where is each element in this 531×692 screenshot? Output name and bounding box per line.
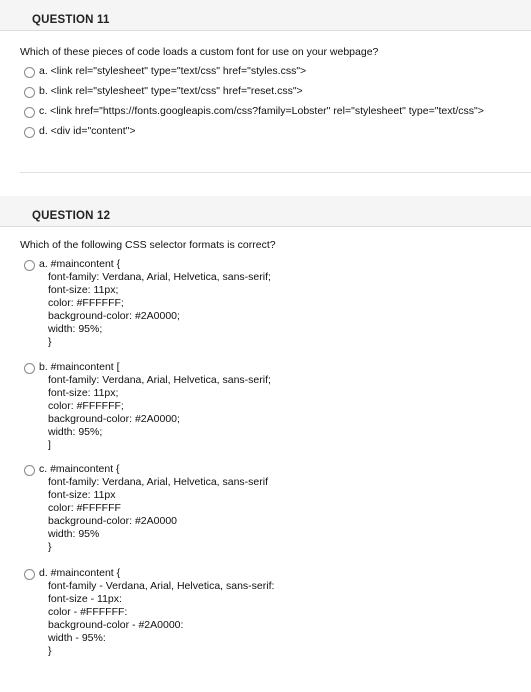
q12-option-a-label: a. #maincontent { xyxy=(39,258,121,270)
q12-option-d-line: width - 95%: xyxy=(48,632,106,644)
q12-option-b-line: color: #FFFFFF; xyxy=(48,400,124,412)
q12-option-a-line: } xyxy=(48,336,52,348)
q12-option-b-line: font-size: 11px; xyxy=(48,387,119,399)
q12-option-a-line: background-color: #2A0000; xyxy=(48,310,180,322)
question-12-title: QUESTION 12 xyxy=(32,210,111,222)
q11-option-b-label: b. <link rel="stylesheet" type="text/css" href="reset.css"> xyxy=(39,85,303,97)
q12-option-c-line: color: #FFFFFF xyxy=(48,502,121,514)
q12-option-d-line: } xyxy=(48,645,52,657)
q12-option-d-line: background-color - #2A0000: xyxy=(48,619,184,631)
question-11-divider xyxy=(20,172,531,173)
q12-option-a-line: font-family: Verdana, Arial, Helvetica, sans-serif; xyxy=(48,271,271,283)
q12-option-d-line: font-size - 11px: xyxy=(48,593,122,605)
q11-option-a-label: a. <link rel="stylesheet" type="text/css" href="styles.css"> xyxy=(39,65,307,77)
q12-option-c-line: font-size: 11px xyxy=(48,489,116,501)
q12-option-c-line: background-color: #2A0000 xyxy=(48,515,178,527)
q12-option-c-line: font-family: Verdana, Arial, Helvetica, sans-serif xyxy=(48,476,269,488)
q11-option-d-label: d. <div id="content"> xyxy=(39,125,136,137)
question-11-prompt: Which of these pieces of code loads a custom font for use on your webpage? xyxy=(20,46,379,58)
q12-option-a-line: width: 95%; xyxy=(48,323,103,335)
q11-option-d-radio[interactable] xyxy=(24,127,35,138)
q12-option-a-line: font-size: 11px; xyxy=(48,284,119,296)
q12-option-b-line: ] xyxy=(48,439,51,451)
q11-option-b-radio[interactable] xyxy=(24,87,35,98)
q12-option-c-label: c. #maincontent { xyxy=(39,463,120,475)
q12-option-b-label: b. #maincontent [ xyxy=(39,361,120,373)
q11-option-c-radio[interactable] xyxy=(24,107,35,118)
question-12-header xyxy=(0,196,531,227)
q12-option-b-line: background-color: #2A0000; xyxy=(48,413,180,425)
q12-option-d-line: color - #FFFFFF: xyxy=(48,606,128,618)
question-11-header xyxy=(0,0,531,31)
q12-option-d-label: d. #maincontent { xyxy=(39,567,121,579)
q12-option-a-line: color: #FFFFFF; xyxy=(48,297,124,309)
question-11-title: QUESTION 11 xyxy=(32,14,110,26)
q11-option-a-radio[interactable] xyxy=(24,67,35,78)
q12-option-b-line: width: 95%; xyxy=(48,426,103,438)
q12-option-c-radio[interactable] xyxy=(24,465,35,476)
q12-option-a-radio[interactable] xyxy=(24,260,35,271)
q12-option-b-radio[interactable] xyxy=(24,363,35,374)
question-12-prompt: Which of the following CSS selector formats is correct? xyxy=(20,239,276,251)
q12-option-d-line: font-family - Verdana, Arial, Helvetica, sans-serif: xyxy=(48,580,275,592)
q12-option-c-line: width: 95% xyxy=(48,528,100,540)
q12-option-d-radio[interactable] xyxy=(24,569,35,580)
q11-option-c-label: c. <link href="https://fonts.googleapis.com/css?family=Lobster" rel="stylesheet" type="text/css"> xyxy=(39,105,484,117)
q12-option-b-line: font-family: Verdana, Arial, Helvetica, sans-serif; xyxy=(48,374,271,386)
q12-option-c-line: } xyxy=(48,541,52,553)
